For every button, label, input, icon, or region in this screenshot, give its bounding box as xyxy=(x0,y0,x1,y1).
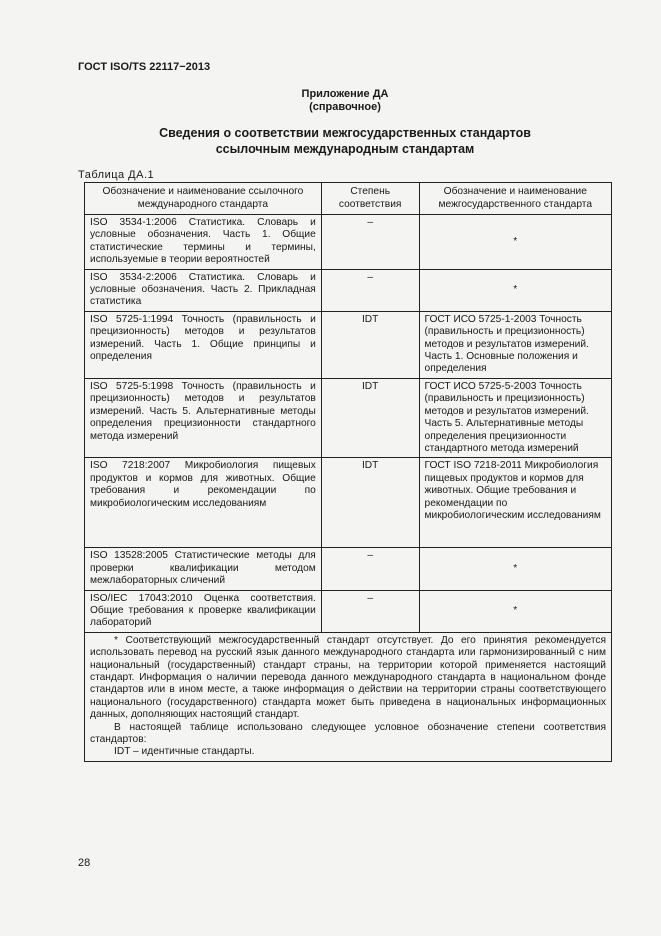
cell-interstate-standard: * xyxy=(419,269,611,311)
table-row xyxy=(85,458,612,548)
page-title xyxy=(100,125,590,157)
annex-title: Приложение ДА xyxy=(301,88,389,100)
header-degree: Степень соответствия xyxy=(321,183,419,215)
cell-degree: – xyxy=(321,548,419,590)
table-notes-row xyxy=(85,632,612,761)
table-row xyxy=(85,378,612,457)
cell-interstate-standard: ГОСТ ИСО 5725-5-2003 Точность (правильность и прецизионность) методов и результатов измерений. Часть 5. Альтернативные методы определения прецизионности стандартного метода измерений xyxy=(419,378,611,457)
table-row xyxy=(85,590,612,632)
header-interstate-standard: Обозначение и наименование межгосударственного стандарта xyxy=(419,183,611,215)
cell-interstate-standard: ГОСТ ISO 7218-2011 Микробиология пищевых продуктов и кормов для животных. Общие требования и рекомендации по микробиологическим исследованиям xyxy=(419,458,611,548)
cell-degree: – xyxy=(321,590,419,632)
header-intl-standard: Обозначение и наименование ссылочного международного стандарта xyxy=(85,183,322,215)
annex-subtitle: (справочное) xyxy=(309,101,381,113)
table-row xyxy=(85,215,612,270)
cell-degree: IDT xyxy=(321,458,419,548)
page-number: 28 xyxy=(78,857,91,869)
correspondence-table xyxy=(84,182,612,762)
table-label: Таблица ДА.1 xyxy=(78,169,155,181)
cell-intl-standard: ISO 5725-1:1994 Точность (правильность и прецизионность) методов и результатов измерений. Часть 1. Общие принципы и определения xyxy=(85,311,322,378)
cell-degree: IDT xyxy=(321,311,419,378)
legend-intro: В настоящей таблице использовано следующее условное обозначение степени соответствия стандартов: xyxy=(90,721,606,745)
cell-intl-standard: ISO 5725-5:1998 Точность (правильность и прецизионность) методов и результатов измерений. Часть 5. Альтернативные методы определения прецизионности стандартного метода измерений xyxy=(85,378,322,457)
document-code: ГОСТ ISO/TS 22117−2013 xyxy=(78,61,211,73)
cell-degree: – xyxy=(321,215,419,270)
footnote-text: * Соответствующий межгосударственный стандарт отсутствует. До его принятия рекомендуется использовать перевод на русский язык данного международного стандарта или гармонизированный с ним национальный (государственный) стандарт страны, на территории которой применяется настоящий стандарт. Информация о наличии перевода данного международного стандарта в национальном фонде стандартов или в ином месте, а также информация о действии на территории страны соответствующего национального (государственного) стандарта может быть приведена в национальных информационных данных, дополняющих настоящий стандарт. xyxy=(90,634,606,721)
table-row xyxy=(85,269,612,311)
page-title-line-2: ссылочным международным стандартам xyxy=(215,142,475,156)
cell-intl-standard: ISO 7218:2007 Микробиология пищевых продуктов и кормов для животных. Общие требования и рекомендации по микробиологическим исследованиям xyxy=(85,458,322,548)
table-notes xyxy=(85,632,612,761)
cell-interstate-standard: * xyxy=(419,215,611,270)
cell-intl-standard: ISO 3534-2:2006 Статистика. Словарь и условные обозначения. Часть 2. Прикладная статистика xyxy=(85,269,322,311)
legend-idt: IDT – идентичные стандарты. xyxy=(114,746,255,758)
table-row xyxy=(85,548,612,590)
page-title-line-1: Сведения о соответствии межгосударственных стандартов xyxy=(159,126,531,140)
cell-intl-standard: ISO 3534-1:2006 Статистика. Словарь и условные обозначения. Часть 1. Общие статистические термины и термины, используемые в теории вероятностей xyxy=(85,215,322,270)
table-header-row xyxy=(85,183,612,215)
cell-intl-standard: ISO/IEC 17043:2010 Оценка соответствия. Общие требования к проверке квалификации лабораторий xyxy=(85,590,322,632)
annex-heading xyxy=(280,88,410,114)
cell-interstate-standard: * xyxy=(419,590,611,632)
cell-degree: IDT xyxy=(321,378,419,457)
cell-degree: – xyxy=(321,269,419,311)
cell-interstate-standard: ГОСТ ИСО 5725-1-2003 Точность (правильность и прецизионность) методов и результатов измерений. Часть 1. Основные положения и определения xyxy=(419,311,611,378)
table-row xyxy=(85,311,612,378)
cell-interstate-standard: * xyxy=(419,548,611,590)
cell-intl-standard: ISO 13528:2005 Статистические методы для проверки квалификации методом межлабораторных сличений xyxy=(85,548,322,590)
